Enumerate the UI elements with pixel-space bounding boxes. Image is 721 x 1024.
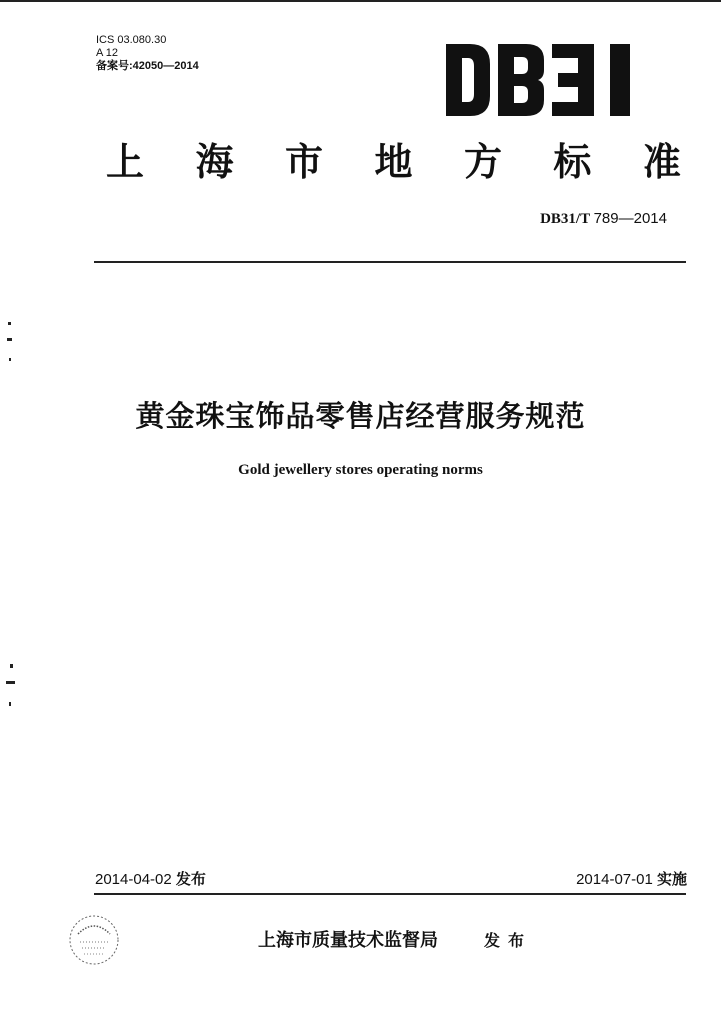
ics-code: ICS 03.080.30	[96, 34, 167, 46]
record-number: 备案号:42050—2014	[96, 60, 199, 72]
heading-char: 准	[642, 140, 681, 184]
heading-char: 上	[106, 140, 145, 184]
top-scan-edge	[0, 0, 721, 2]
effective-date-value: 2014-07-01	[576, 871, 653, 888]
logo-letter-d	[446, 44, 490, 116]
scan-mark	[10, 664, 13, 668]
heading-char: 方	[463, 140, 502, 184]
document-title-english: Gold jewellery stores operating norms	[238, 462, 483, 478]
local-standard-heading	[106, 138, 681, 186]
logo-digit-1	[610, 44, 630, 116]
heading-char: 海	[195, 140, 234, 184]
publish-date	[95, 868, 206, 889]
class-code: A 12	[96, 47, 119, 59]
scan-mark	[6, 681, 15, 684]
scan-mark	[7, 338, 12, 341]
standard-code	[540, 210, 667, 228]
seal-stamp	[64, 910, 124, 970]
heading-char: 地	[374, 140, 413, 184]
document-title-chinese: 黄金珠宝饰品零售店经营服务规范	[135, 399, 586, 433]
header-divider	[94, 261, 686, 263]
scan-mark	[9, 358, 11, 361]
publish-date-value: 2014-04-02	[95, 871, 172, 888]
logo-letter-b	[498, 44, 544, 116]
publish-date-label: 发布	[175, 871, 206, 888]
scan-mark	[9, 702, 11, 706]
standard-code-number: 789—2014	[593, 210, 667, 227]
standard-code-prefix: DB31/T	[540, 211, 590, 227]
footer-divider	[94, 893, 686, 895]
logo-digit-3	[552, 44, 594, 116]
issue-label: 发布	[484, 931, 533, 950]
issuing-authority: 上海市质量技术监督局	[258, 930, 438, 951]
heading-char: 市	[284, 140, 323, 184]
heading-char: 标	[553, 140, 592, 184]
scan-mark	[8, 322, 11, 325]
db31-logo	[444, 42, 650, 118]
effective-date-label: 实施	[656, 871, 687, 888]
effective-date	[576, 868, 687, 889]
classification-block	[96, 34, 199, 73]
